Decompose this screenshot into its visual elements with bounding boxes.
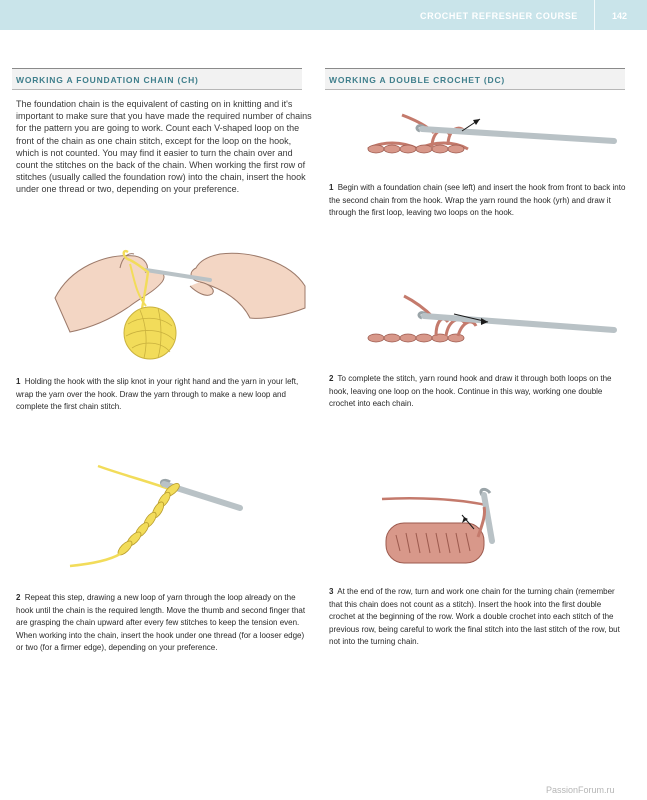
step-text: At the end of the row, turn and work one chain for the turning chain (remember that this chain does not count as a stitch). Insert the hook into the first double crochet at the beginning of the row. Work a double crochet into each stitch of the previous row, being careful to work the final stitch into the last stitch of the row, but not into the turning chain. <box>329 587 620 646</box>
section-heading-foundation-chain: WORKING A FOUNDATION CHAIN (CH) <box>12 68 302 90</box>
step-text: Repeat this step, drawing a new loop of yarn through the loop already on the hook until the chain is the required length. Move the thumb and second finger that are grasping the chain upward after every few stitches to keep the tension even. When working into the chain, insert the hook under one thread (for a looser edge) or two (for a firmer edge), depending on your preference. <box>16 593 306 652</box>
foundation-chain-intro: The foundation chain is the equivalent of casting on in knitting and it's important to make sure that you have made the required number of chains for the pattern you are going to work. Count each V-shaped loop on the front of the chain as one chain stitch, except for the loop on the hook, which is not counted. You may find it easier to turn the chain over and count the stitches on the back of the chain. When working the first row of stitches (usually called the foundation row) into the chain, insert the hook under one thread or two, depending on your preference. <box>16 99 312 195</box>
step-number: 1 <box>329 183 334 192</box>
page-number: 142 <box>612 11 628 21</box>
foundation-step-1-caption <box>16 376 311 414</box>
dc-step1-illustration <box>362 105 622 165</box>
dc-step3-illustration <box>378 475 538 575</box>
header-divider <box>594 0 595 30</box>
step-text: Begin with a foundation chain (see left) and insert the hook from front to back into the second chain from the hook. Wrap the yarn round the hook (yrh) and draw it through the first loop, leaving two loops on the hook. <box>329 183 626 217</box>
dc-step-3-caption <box>329 586 629 649</box>
watermark-text: PassionForum.ru <box>546 785 615 795</box>
dc-step-2-caption <box>329 373 629 411</box>
hands-chain-illustration <box>50 228 310 368</box>
step-number: 1 <box>16 377 21 386</box>
dc-step2-illustration <box>362 292 622 354</box>
step-text: Holding the hook with the slip knot in your right hand and the yarn in your left, wrap the yarn over the hook. Draw the yarn through to make a new loop and complete the first chain stitch. <box>16 377 299 411</box>
running-header-title: CROCHET REFRESHER COURSE <box>420 11 578 21</box>
section-heading-double-crochet: WORKING A DOUBLE CROCHET (DC) <box>325 68 625 90</box>
chain-hook-illustration <box>60 460 260 570</box>
step-text: To complete the stitch, yarn round hook and draw it through both loops on the hook, leaving one loop on the hook. Continue in this way, working one double crochet into each chain. <box>329 374 612 408</box>
step-number: 3 <box>329 587 334 596</box>
step-number: 2 <box>329 374 334 383</box>
step-number: 2 <box>16 593 21 602</box>
foundation-step-2-caption <box>16 592 311 655</box>
dc-step-1-caption <box>329 182 629 220</box>
